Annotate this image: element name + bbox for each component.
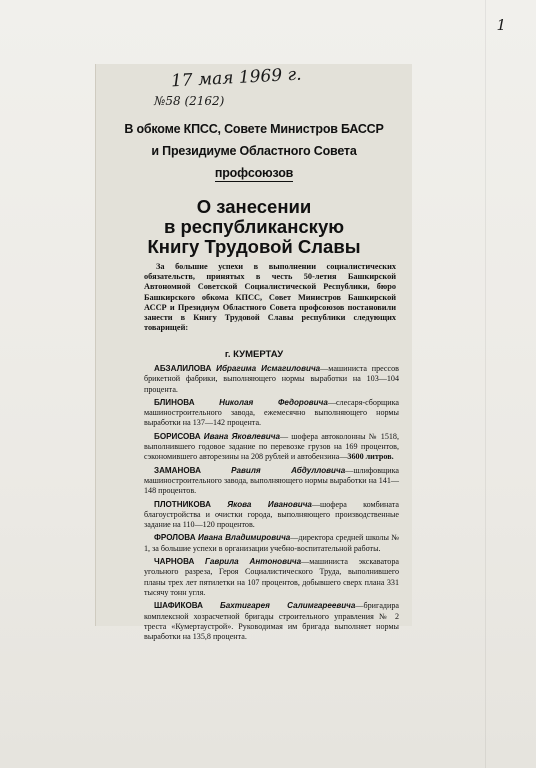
honoree-description: —директора средней школы № 1, за большие успехи в организации учебно-воспитательной работы.	[144, 533, 399, 553]
honoree-given-name: Ивана Владимировича	[197, 533, 291, 543]
newspaper-clipping	[95, 64, 412, 642]
honoree-given-name: Равиля Абдулловича	[231, 465, 346, 475]
intro-paragraph: За большие успехи в выполнении социалистических обязательств, принятых в честь 50-летия Башкирской Автономной Советской Социалистической Республики, бюро Башкирского обкома КПСС, Совет Министров Башкирской АССР и Президиум Областного Совета профсоюзов постановили занести в Книгу Трудовой Славы республики следующих товарищей:	[144, 262, 396, 333]
header-line-3: профсоюзов	[214, 166, 294, 180]
title-line-1: О занесении	[196, 196, 312, 217]
honoree-surname: БОРИСОВА	[154, 431, 201, 441]
honoree-entry	[144, 500, 399, 531]
honoree-given-name: Ивана Яковлевича	[203, 431, 280, 441]
city-heading: г. КУМЕРТАУ	[224, 349, 284, 360]
honoree-given-name: Бахтигарея Салимгареевича	[220, 601, 356, 611]
honoree-given-name: Гаврила Антоновича	[204, 557, 302, 567]
honoree-surname: ПЛОТНИКОВА	[154, 499, 211, 509]
honoree-description: —шофера комбината благоустройства и очистки города, выполняющего производственные задание на 110—120 процентов.	[144, 499, 399, 530]
handwritten-date: 17 мая 1969 г.	[170, 64, 303, 92]
honoree-description: —бригадира комплексной хозрасчетной бригады строительного управления № 2 треста «Кумертаустрой». Руководимая им бригада выполняет нормы выработки на 135,8 процента.	[144, 601, 399, 642]
honoree-description: —машиниста экскаватора угольного разреза, Героя Социалистического Труда, выполнившего планы трех лет пятилетки на 107 процентов, добывшего сверх плана 331 тысячу тонн угля.	[144, 557, 399, 597]
honoree-given-name: Ибрагима Исмагиловича	[216, 364, 321, 373]
honoree-given-name: Николая Федоровича	[219, 397, 328, 407]
honoree-given-name: Якова Ивановича	[227, 499, 312, 509]
honoree-entry	[144, 432, 399, 463]
title-line-3: Книгу Трудовой Славы	[147, 236, 361, 257]
paper-fold-line	[485, 0, 486, 768]
honoree-entry	[144, 557, 399, 598]
article-header	[96, 118, 412, 184]
honoree-description: —машиниста прессов брикетной фабрики, выполняющего нормы выработки на 103—104 процента.	[144, 364, 399, 394]
article-title	[96, 197, 412, 257]
honoree-surname: ЗАМАНОВА	[154, 465, 201, 475]
header-line-1: В обкоме КПСС, Совете Министров БАССР	[124, 122, 384, 136]
honoree-description: —шлифовщика машиностроительного завода, выполняющего нормы выработки на 141—148 процентов.	[144, 465, 399, 496]
honoree-entry	[144, 398, 399, 429]
honoree-entry	[144, 601, 399, 642]
page-number: 1	[496, 16, 506, 34]
honoree-surname: ЧАРНОВА	[154, 557, 195, 567]
honoree-surname: ШАФИКОВА	[154, 601, 204, 611]
title-line-2: в республиканскую	[163, 216, 345, 237]
honoree-description: — шофера автоколонны № 1518, выполнившего годовое задание по перевозке грузов на 169 процентов, сэкономившего авторезины на 208 рублей и автобензина—	[144, 431, 400, 462]
honoree-surname: АБЗАЛИЛОВА	[154, 364, 212, 373]
honoree-emphasis: 3600 литров.	[347, 452, 394, 462]
honoree-entry	[144, 364, 399, 395]
honoree-list	[144, 364, 399, 645]
honoree-description: —слесаря-сборщика машиностроительного завода, ежемесячно выполняющего нормы выработки на 137—142 процента.	[144, 397, 399, 428]
honoree-entry	[144, 466, 399, 497]
handwritten-issue-number: №58 (2162)	[154, 94, 225, 108]
header-line-2: и Президиуме Областного Совета	[151, 144, 357, 158]
honoree-surname: БЛИНОВА	[154, 397, 195, 407]
honoree-surname: ФРОЛОВА	[154, 533, 196, 543]
honoree-entry	[144, 533, 399, 554]
header-line-3-wrap	[96, 162, 412, 184]
